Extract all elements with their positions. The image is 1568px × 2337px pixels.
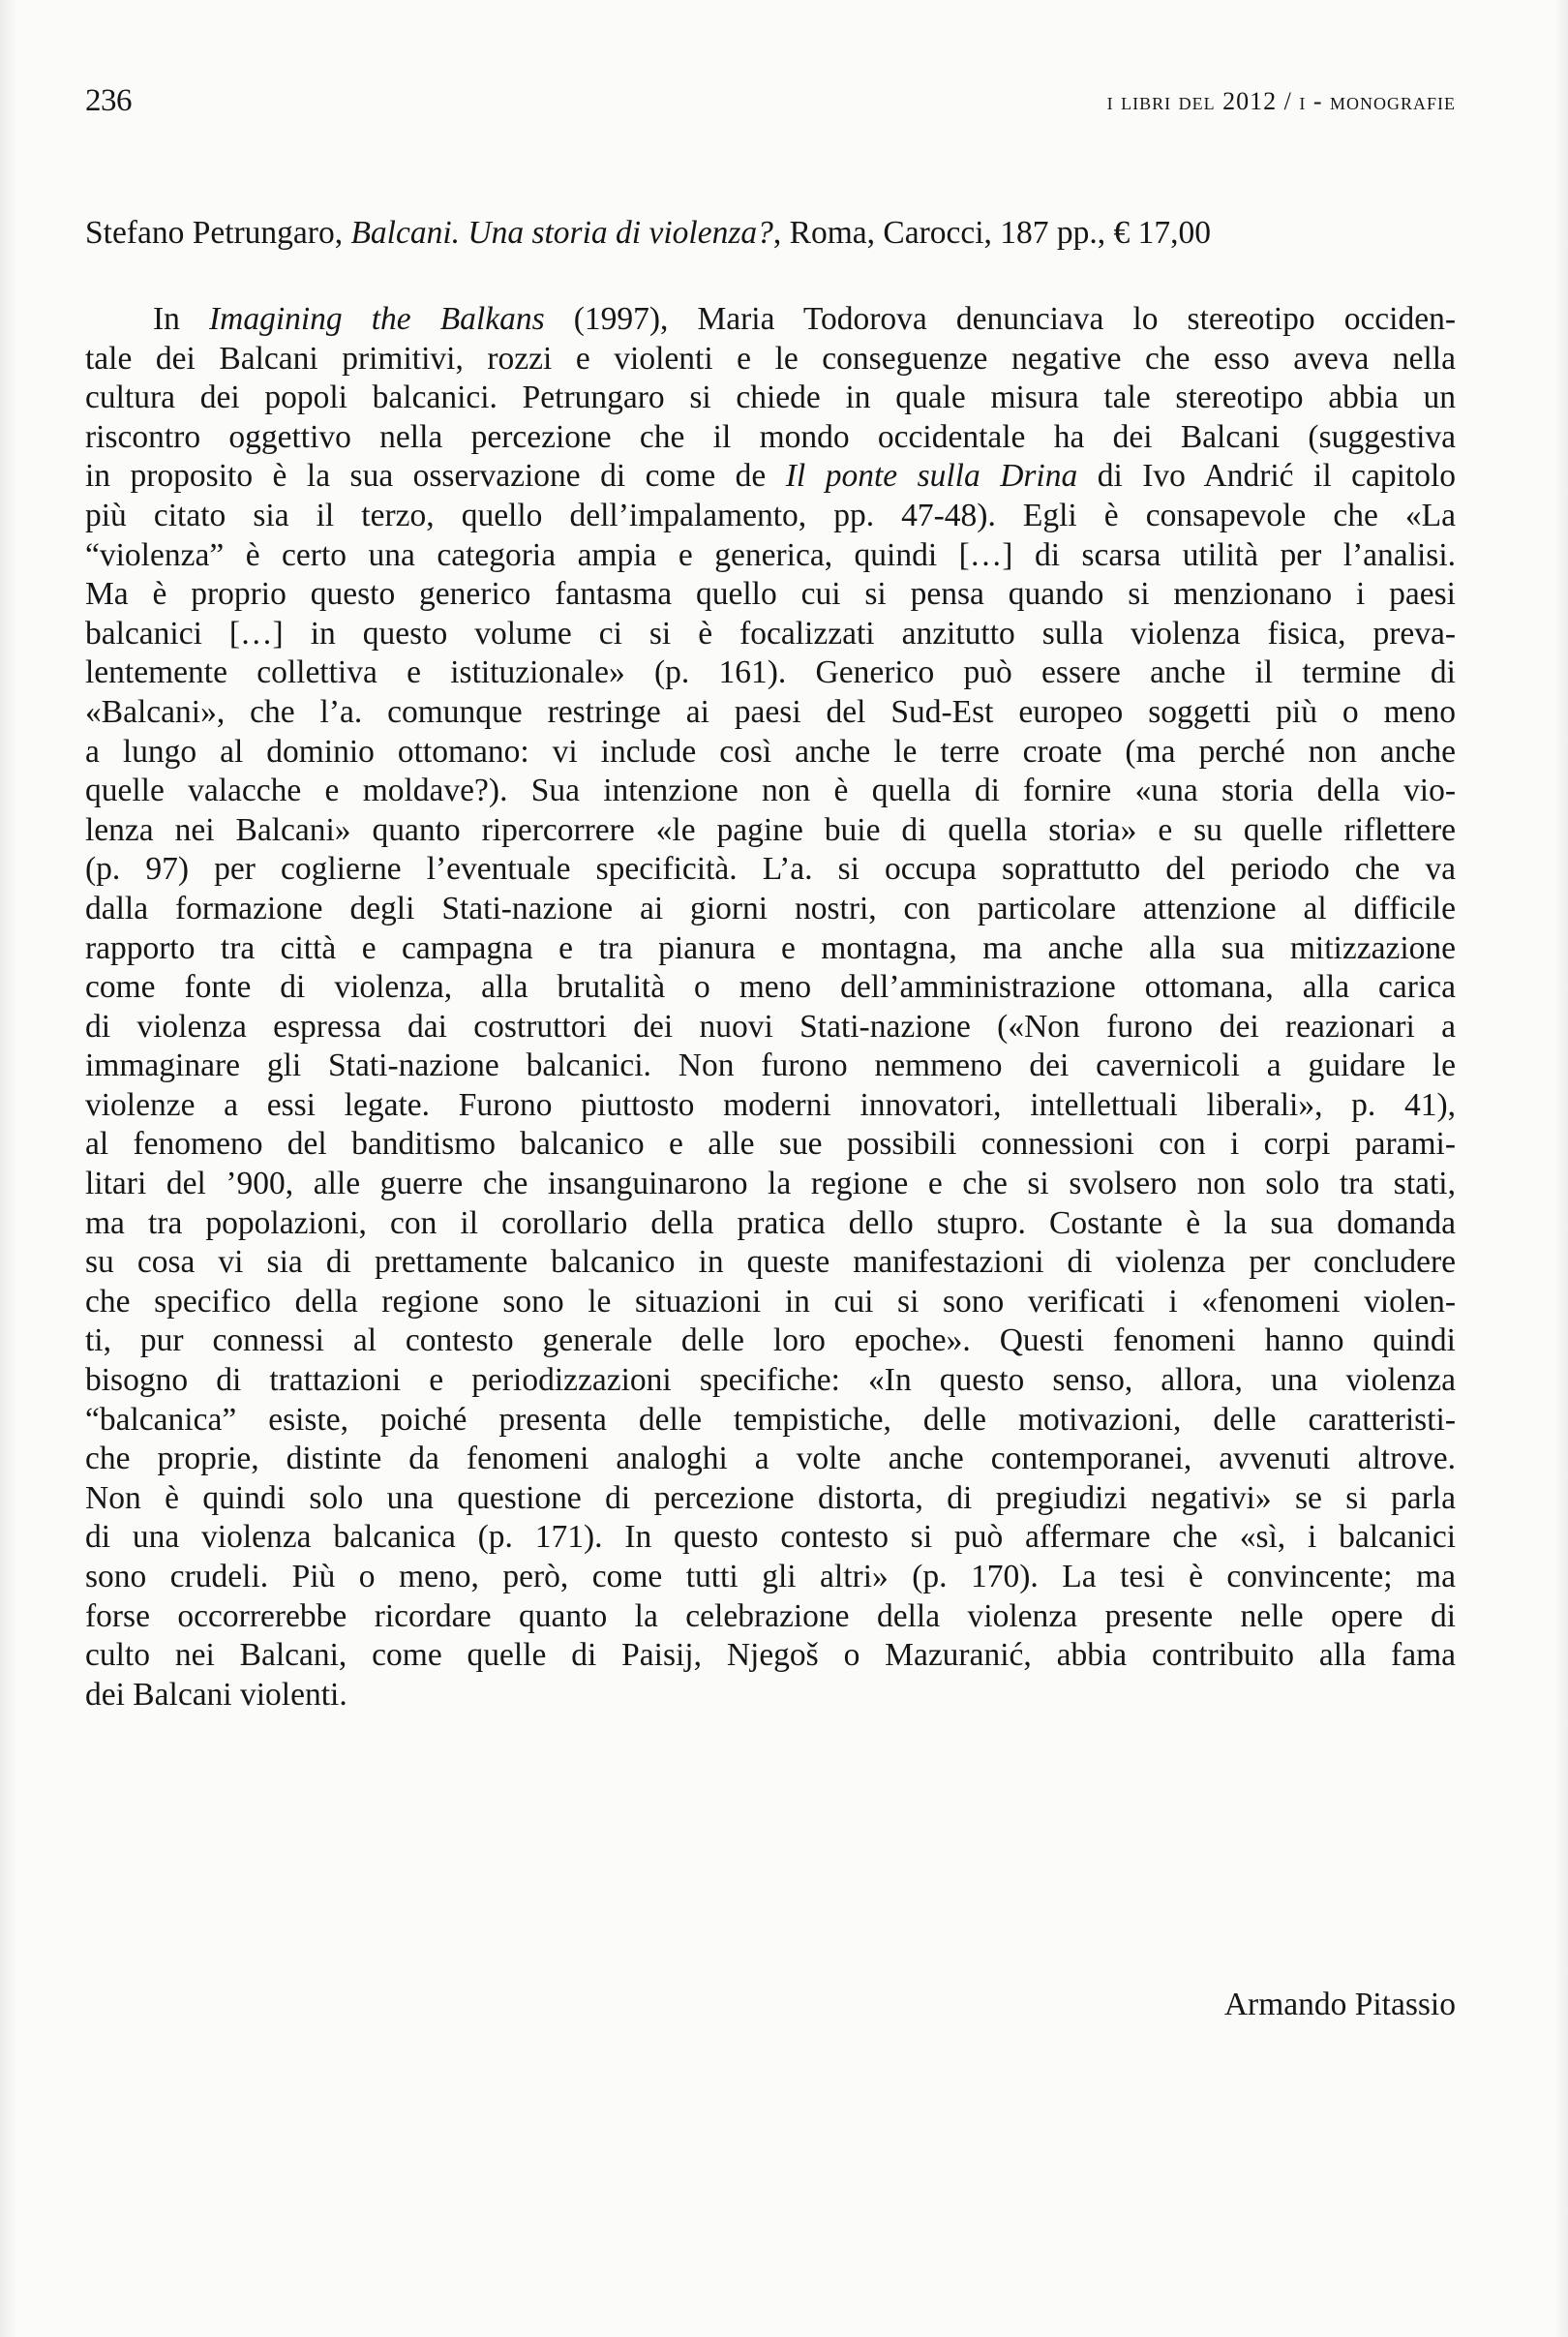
- page-edge-right: [1554, 0, 1568, 2337]
- review-line: in proposito è la sua osservazione di come de Il ponte sulla Drina di Ivo Andrić il capitolo: [85, 458, 1456, 495]
- page-edge-left: [0, 0, 17, 2337]
- review-line: sono crudeli. Più o meno, però, come tutti gli altri» (p. 170). La tesi è convincente; ma: [85, 1559, 1456, 1594]
- review-line: “balcanica” esiste, poiché presenta delle tempistiche, delle motivazioni, delle caratteristi-: [85, 1401, 1456, 1438]
- review-line: a lungo al dominio ottomano: vi include così anche le terre croate (ma perché non anche: [85, 733, 1456, 770]
- review-line: più citato sia il terzo, quello dell’impalamento, pp. 47-48). Egli è consapevole che «La: [85, 497, 1456, 533]
- citation-details: , Roma, Carocci, 187 pp., € 17,00: [772, 215, 1212, 251]
- review-line: come fonte di violenza, alla brutalità o meno dell’amministrazione ottomana, alla carica: [85, 969, 1456, 1006]
- review-line: cultura dei popoli balcanici. Petrungaro si chiede in quale misura tale stereotipo abbia un: [85, 379, 1456, 416]
- review-line: rapporto tra città e campagna e tra pianura e montagna, ma anche alla sua mitizzazione: [85, 929, 1456, 966]
- reviewer-signature: Armando Pitassio: [1223, 1987, 1456, 2022]
- review-line: violenze a essi legate. Furono piuttosto moderni innovatori, intellettuali liberali», p. 41),: [85, 1086, 1456, 1123]
- review-line: litari del ’900, alle guerre che insanguinarono la regione e che si svolsero non solo tra stati,: [85, 1166, 1456, 1202]
- review-line: riscontro oggettivo nella percezione che il mondo occidentale ha dei Balcani (suggestiva: [85, 418, 1456, 455]
- running-head: [85, 83, 1456, 122]
- review-line: (p. 97) per coglierne l’eventuale specificità. L’a. si occupa soprattutto del periodo che va: [85, 851, 1456, 888]
- review-line: dei Balcani violenti.: [85, 1676, 347, 1713]
- review-line: Non è quindi solo una questione di percezione distorta, di pregiudizi negativi» se si parla: [85, 1479, 1456, 1516]
- review-line: di una violenza balcanica (p. 171). In questo contesto si può affermare che «sì, i balcanici: [85, 1519, 1456, 1556]
- review-body: [85, 300, 1456, 1715]
- review-line: ti, pur connessi al contesto generale delle loro epoche». Questi fenomeni hanno quindi: [85, 1322, 1456, 1359]
- review-line: Ma è proprio questo generico fantasma quello cui si pensa quando si menzionano i paesi: [85, 576, 1456, 613]
- review-line: bisogno di trattazioni e periodizzazioni specifiche: «In questo senso, allora, una violenza: [85, 1362, 1456, 1399]
- review-line: balcanici […] in questo volume ci si è focalizzati anzitutto sulla violenza fisica, preva-: [85, 615, 1456, 652]
- citation-author: Stefano Petrungaro,: [85, 215, 351, 251]
- review-line: forse occorrerebbe ricordare quanto la celebrazione della violenza presente nelle opere di: [85, 1597, 1456, 1634]
- review-line: dalla formazione degli Stati-nazione ai giorni nostri, con particolare attenzione al difficile: [85, 890, 1456, 926]
- review-line: tale dei Balcani primitivi, rozzi e violenti e le conseguenze negative che esso aveva nella: [85, 340, 1456, 377]
- review-line: immaginare gli Stati-nazione balcanici. Non furono nemmeno dei cavernicoli a guidare le: [85, 1047, 1456, 1084]
- review-line: lentemente collettiva e istituzionale» (p. 161). Generico può essere anche il termine di: [85, 654, 1456, 691]
- review-line: lenza nei Balcani» quanto ripercorrere «le pagine buie di quella storia» e su quelle riflettere: [85, 811, 1456, 848]
- section-title: i libri del 2012 / i - monografie: [1106, 87, 1456, 115]
- citation-title: Balcani. Una storia di violenza?: [350, 215, 773, 251]
- review-line: In Imagining the Balkans (1997), Maria Todorova denunciava lo stereotipo occiden-: [153, 301, 1457, 337]
- review-line: che proprie, distinte da fenomeni analoghi a volte anche contemporanei, avvenuti altrove.: [85, 1441, 1456, 1477]
- review-line: “violenza” è certo una categoria ampia e generica, quindi […] di scarsa utilità per l’analisi.: [85, 536, 1456, 573]
- review-line: «Balcani», che l’a. comunque restringe ai paesi del Sud-Est europeo soggetti più o meno: [85, 693, 1456, 730]
- review-line: ma tra popolazioni, con il corollario della pratica dello stupro. Costante è la sua domanda: [85, 1204, 1456, 1241]
- book-citation: [85, 215, 1456, 252]
- review-line: che specifico della regione sono le situazioni in cui si sono verificati i «fenomeni violen-: [85, 1283, 1456, 1320]
- review-line: quelle valacche e moldave?). Sua intenzione non è quella di fornire «una storia della vio-: [85, 773, 1456, 809]
- review-line: su cosa vi sia di prettamente balcanico in queste manifestazioni di violenza per concludere: [85, 1244, 1456, 1281]
- review-line: di violenza espressa dai costruttori dei nuovi Stati-nazione («Non furono dei reazionari a: [85, 1008, 1456, 1045]
- page-number: 236: [85, 83, 132, 118]
- review-line: culto nei Balcani, come quelle di Paisij, Njegoš o Mazuranić, abbia contribuito alla fama: [85, 1637, 1456, 1674]
- review-line: al fenomeno del banditismo balcanico e alle sue possibili connessioni con i corpi parami-: [85, 1126, 1456, 1163]
